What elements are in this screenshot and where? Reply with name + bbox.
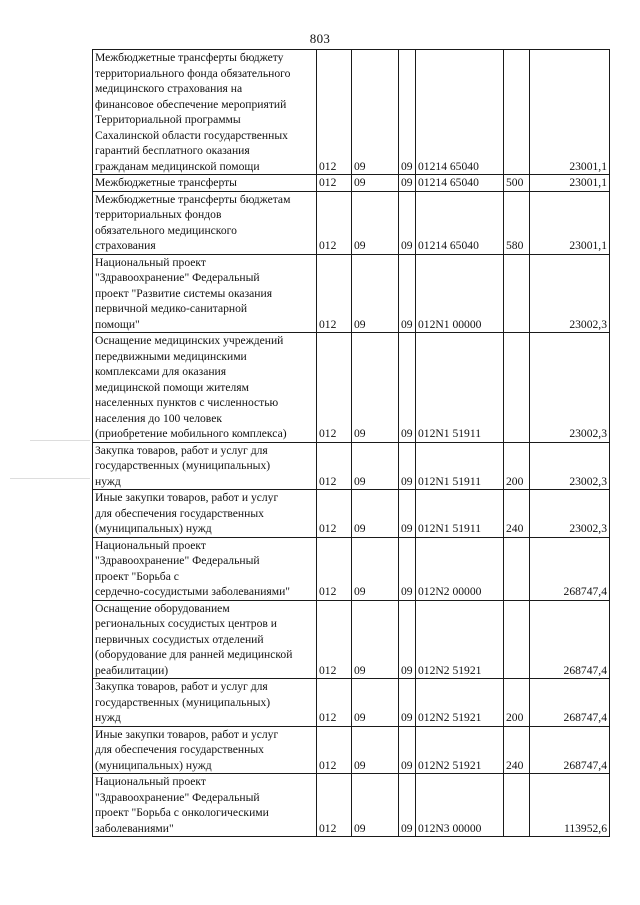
row-subsection-code: 09 (399, 537, 416, 600)
row-section-code: 09 (352, 774, 399, 837)
row-expense-type-code: 200 (504, 679, 530, 727)
row-amount: 23001,1 (530, 50, 610, 175)
row-ministry-code: 012 (317, 175, 352, 192)
row-subsection-code: 09 (399, 175, 416, 192)
row-target-article-code: 012N1 51911 (416, 490, 504, 538)
row-expense-type-code: 500 (504, 175, 530, 192)
row-expense-type-code (504, 50, 530, 175)
scan-artifact (30, 440, 90, 441)
row-expense-type-code (504, 774, 530, 837)
row-target-article-code: 012N3 00000 (416, 774, 504, 837)
row-amount: 23001,1 (530, 191, 610, 254)
row-ministry-code: 012 (317, 774, 352, 837)
row-description: Оснащение оборудованием региональных сосудистых центров и первичных сосудистых отделений (оборудование для ранней медицинской реабилитации) (93, 600, 317, 679)
row-subsection-code: 09 (399, 333, 416, 443)
table-row (93, 490, 610, 538)
row-amount: 268747,4 (530, 600, 610, 679)
budget-table-body (93, 50, 610, 837)
row-target-article-code: 012N1 51911 (416, 333, 504, 443)
row-ministry-code: 012 (317, 50, 352, 175)
row-target-article-code: 012N2 51921 (416, 726, 504, 774)
row-subsection-code: 09 (399, 191, 416, 254)
row-section-code: 09 (352, 175, 399, 192)
row-description: Иные закупки товаров, работ и услуг для обеспечения государственных (муниципальных) нужд (93, 726, 317, 774)
row-section-code: 09 (352, 333, 399, 443)
table-row (93, 679, 610, 727)
row-target-article-code: 01214 65040 (416, 191, 504, 254)
row-ministry-code: 012 (317, 726, 352, 774)
row-description: Межбюджетные трансферты бюджету территориального фонда обязательного медицинского страхования на финансовое обеспечение мероприятий Территориальной программы Сахалинской области государственных гарантий бесплатного оказания гражданам медицинской помощи (93, 50, 317, 175)
row-expense-type-code: 580 (504, 191, 530, 254)
row-target-article-code: 012N1 51911 (416, 442, 504, 490)
row-amount: 268747,4 (530, 679, 610, 727)
row-expense-type-code (504, 537, 530, 600)
row-expense-type-code (504, 254, 530, 333)
row-description: Межбюджетные трансферты бюджетам территориальных фондов обязательного медицинского страхования (93, 191, 317, 254)
row-section-code: 09 (352, 490, 399, 538)
row-target-article-code: 01214 65040 (416, 175, 504, 192)
table-row (93, 175, 610, 192)
row-amount: 23002,3 (530, 490, 610, 538)
row-ministry-code: 012 (317, 254, 352, 333)
row-description: Национальный проект "Здравоохранение" Федеральный проект "Борьба с онкологическими заболеваниями" (93, 774, 317, 837)
row-subsection-code: 09 (399, 726, 416, 774)
row-section-code: 09 (352, 254, 399, 333)
row-ministry-code: 012 (317, 537, 352, 600)
row-description: Иные закупки товаров, работ и услуг для обеспечения государственных (муниципальных) нужд (93, 490, 317, 538)
row-target-article-code: 012N1 00000 (416, 254, 504, 333)
row-ministry-code: 012 (317, 600, 352, 679)
row-expense-type-code (504, 333, 530, 443)
row-amount: 268747,4 (530, 726, 610, 774)
table-row (93, 191, 610, 254)
row-amount: 23002,3 (530, 333, 610, 443)
budget-table (92, 49, 610, 837)
row-description: Оснащение медицинских учреждений передвижными медицинскими комплексами для оказания медицинской помощи жителям населенных пунктов с численностью населения до 100 человек (приобретение мобильного комплекса) (93, 333, 317, 443)
table-row (93, 442, 610, 490)
row-ministry-code: 012 (317, 490, 352, 538)
row-subsection-code: 09 (399, 254, 416, 333)
row-description: Закупка товаров, работ и услуг для государственных (муниципальных) нужд (93, 442, 317, 490)
table-row (93, 333, 610, 443)
row-ministry-code: 012 (317, 679, 352, 727)
row-section-code: 09 (352, 600, 399, 679)
row-subsection-code: 09 (399, 679, 416, 727)
row-subsection-code: 09 (399, 442, 416, 490)
page-number: 803 (309, 31, 331, 46)
row-section-code: 09 (352, 679, 399, 727)
row-expense-type-code (504, 600, 530, 679)
table-row (93, 774, 610, 837)
table-row (93, 600, 610, 679)
row-amount: 268747,4 (530, 537, 610, 600)
row-amount: 23002,3 (530, 442, 610, 490)
table-row (93, 254, 610, 333)
row-section-code: 09 (352, 537, 399, 600)
row-expense-type-code: 240 (504, 726, 530, 774)
row-target-article-code: 012N2 51921 (416, 600, 504, 679)
table-row (93, 537, 610, 600)
row-target-article-code: 01214 65040 (416, 50, 504, 175)
row-section-code: 09 (352, 50, 399, 175)
row-ministry-code: 012 (317, 333, 352, 443)
row-ministry-code: 012 (317, 442, 352, 490)
table-row (93, 726, 610, 774)
row-section-code: 09 (352, 442, 399, 490)
row-expense-type-code: 200 (504, 442, 530, 490)
row-subsection-code: 09 (399, 50, 416, 175)
row-amount: 23002,3 (530, 254, 610, 333)
table-row (93, 50, 610, 175)
row-subsection-code: 09 (399, 490, 416, 538)
row-target-article-code: 012N2 51921 (416, 679, 504, 727)
row-expense-type-code: 240 (504, 490, 530, 538)
row-description: Национальный проект "Здравоохранение" Федеральный проект "Развитие системы оказания первичной медико-санитарной помощи" (93, 254, 317, 333)
row-subsection-code: 09 (399, 774, 416, 837)
row-amount: 23001,1 (530, 175, 610, 192)
row-description: Межбюджетные трансферты (93, 175, 317, 192)
row-ministry-code: 012 (317, 191, 352, 254)
row-amount: 113952,6 (530, 774, 610, 837)
row-description: Закупка товаров, работ и услуг для государственных (муниципальных) нужд (93, 679, 317, 727)
row-subsection-code: 09 (399, 600, 416, 679)
row-section-code: 09 (352, 191, 399, 254)
scan-artifact (10, 478, 90, 479)
row-description: Национальный проект "Здравоохранение" Федеральный проект "Борьба с сердечно-сосудистыми заболеваниями" (93, 537, 317, 600)
row-section-code: 09 (352, 726, 399, 774)
row-target-article-code: 012N2 00000 (416, 537, 504, 600)
